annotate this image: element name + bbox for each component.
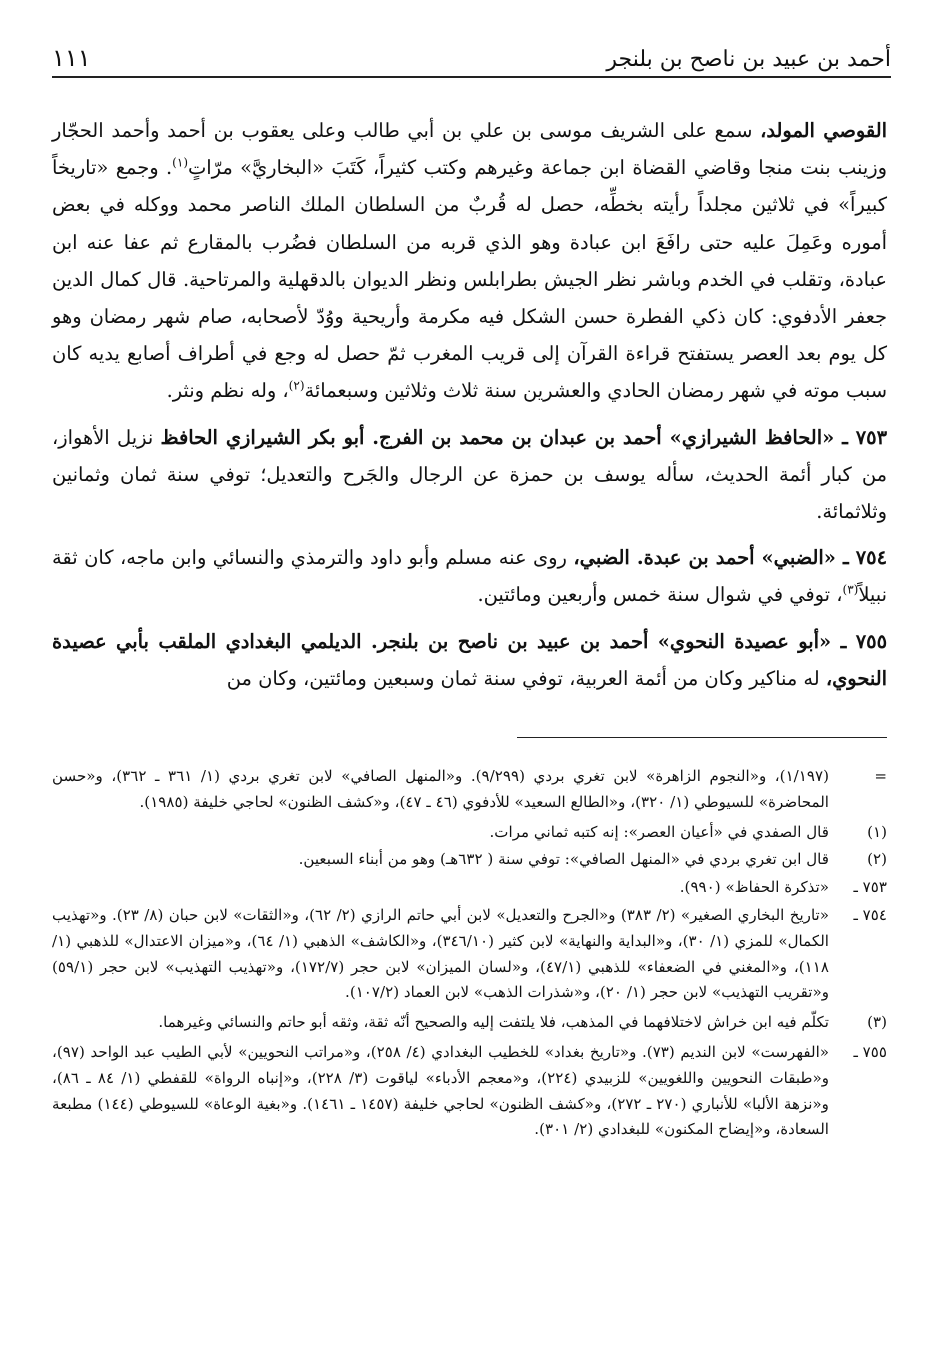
- footnote-text: (١/١٩٧)، و«النجوم الزاهرة» لابن تغري بردي (٩/٢٩٩). و«المنهل الصافي» لابن تغري بردي (١/ ٣٦١ ـ ٣٦٢)، و«حسن المحاضرة» للسيوطي (١/ ٣٢٠)، و«الطالع السعيد» للأدفوي (٤٦ ـ ٤٧)، و«كشف الظنون» لحاجي خليفة (١٩٨٥).: [52, 767, 829, 811]
- entry-heading: ٧٥٥ ـ «أبو عصيدة النحوي» أحمد بن عبيد بن ناصح بن بلنجر. الديلمي البغدادي الملقب بأبي عصيدة النحوي،: [52, 629, 887, 690]
- footnote-text: قال ابن تغري بردي في «المنهل الصافي»: توفي سنة ( ٦٣٢هـ) وهو من أبناء السبعين.: [298, 850, 829, 869]
- footnote-text: تكلّم فيه ابن خراش لاختلافهما في المذهب، فلا يلتفت إليه والصحيح أنّه ثقة، وثقه أبو حاتم والنسائي وغيرهما.: [158, 1013, 829, 1032]
- entry-heading: ٧٥٣ ـ «الحافظ الشيرازي» أحمد بن عبدان بن محمد بن الفرج. أبو بكر الشيرازي الحافظ: [160, 425, 887, 449]
- footnote-label: ٧٥٥ ـ: [853, 1042, 887, 1061]
- footnote-label: ٧٥٣ ـ: [853, 878, 887, 897]
- footnote: [52, 1010, 887, 1036]
- footnote: [52, 903, 887, 1006]
- body-text: سمع على الشريف موسى بن علي بن أبي طالب وعلى يعقوب بن أحمد وأحمد الحجّار وزينب بنت منجا وقاضي القضاة ابن جماعة وغيرهم وكتب كثيراً، كَتَبَ «البخاريَّ» مرّاتٍ: [52, 119, 887, 180]
- main-text: [52, 112, 887, 697]
- footnote-label: (٢): [867, 850, 887, 869]
- entry-755: [52, 623, 887, 697]
- footnote-label: ٧٥٤ ـ: [853, 905, 887, 924]
- footnote-text: «تذكرة الحفاظ» (٩٩٠).: [679, 878, 829, 897]
- footnote-label: =: [874, 767, 887, 785]
- entry-continuation: [52, 112, 887, 410]
- footnote-text: «الفهرست» لابن النديم (٧٣). و«تاريخ بغداد» للخطيب البغدادي (٤/ ٢٥٨)، و«مراتب النحويين» لأبي الطيب عبد الواحد (٩٧)، و«طبقات النحويين واللغويين» للزبيدي (٢٢٤)، و«معجم الأدباء» لياقوت (٣/ ٢٢٨)، و«إنباه الرواة» للقفطي (١/ ٨٤ ـ ٨٦)، و«نزهة الألبا» للأنباري (٢٧٠ ـ ٢٧٢)، و«كشف الظنون» لحاجي خليفة (١٤٥٧ ـ ١٤٦١). و«بغية الوعاة» للسيوطي (١٤٤) مطبعة السعادة، و«إيضاح المكنون» للبغدادي (٢/ ٣٠١).: [52, 1042, 830, 1139]
- body-text: روى عنه مسلم وأبو داود والترمذي والنسائي وابن ماجه، كان ثقة نبيلاً: [52, 546, 887, 607]
- footnotes: [52, 764, 887, 1147]
- entry-753: [52, 419, 887, 531]
- entry-heading: ٧٥٤ ـ «الضبي» أحمد بن عبدة. الضبي،: [573, 546, 887, 570]
- running-title: أحمد بن عبيد بن ناصح بن بلنجر: [606, 47, 891, 72]
- footnote-ref-1: (١): [172, 155, 188, 170]
- footnote-text: قال الصفدي في «أعيان العصر»: إنه كتبه ثماني مرات.: [489, 822, 829, 841]
- footnote-label: (٣): [867, 1013, 887, 1032]
- footnote: [52, 875, 887, 901]
- footnote: [52, 820, 887, 846]
- body-text: ، توفي في شوال سنة خمس وأربعين ومائتين.: [477, 583, 843, 607]
- footnote-label: (١): [867, 822, 887, 841]
- bold-lead: القوصي المولد،: [760, 119, 888, 142]
- entry-754: [52, 539, 887, 613]
- footnote-ref-3: (٣): [842, 582, 859, 597]
- footnote: [52, 764, 887, 816]
- footnote-divider: [517, 737, 887, 738]
- footnote: [52, 847, 887, 873]
- running-header: [52, 34, 891, 78]
- body-text: له مناكير وكان من أئمة العربية، توفي سنة ثمان وسبعين ومائتين، وكان من: [226, 666, 826, 690]
- footnote-text: «تاريخ البخاري الصغير» (٢/ ٣٨٣) و«الجرح والتعديل» لابن أبي حاتم الرازي (٢/ ٦٢)، و«الثقات» لابن حبان (٨/ ٢٣). و«تهذيب الكمال» للمزي (١/ ٣٠)، و«البداية والنهاية» لابن كثير (٣٤٦/١٠)، و«الكاشف» الذهبي (١/ ٦٤)، و«ميزان الاعتدال» للذهبي (١/ ١١٨)، و«المغني في الضعفاء» للذهبي (٤٧/١)، و«لسان الميزان» لابن حجر (١٧٢/٧)، و«تهذيب التهذيب» لابن حجر (٥٩/١) و«تقريب التهذيب» لابن حجر (١/ ٢٠)، و«شذرات الذهب» لابن العماد (١٠٧/٢).: [52, 905, 829, 1002]
- footnote: [52, 1040, 887, 1143]
- body-text: ، وله نظم ونثر.: [166, 379, 289, 403]
- body-text: نزيل الأهواز، من كبار أئمة الحديث، سأله يوسف بن حمزة عن الرجال والجَرح والتعديل؛ توفي سنة ثمان وثمانين وثلاثمائة.: [52, 425, 887, 524]
- body-text: . وجمع «تاريخاً كبيراً» في ثلاثين مجلداً رأيته بخطِّه، حصل له قُربٌ من السلطان الملك الناصر محمد ووكله في بعض أموره وعَمِلَ عليه حتى رافَعَ ابن عبادة وهو الذي قربه من السلطان فضُرب بالمقارع ثم عفا عنه ابن عبادة، وتقلب في الخدم وباشر نظر الجيش بطرابلس ونظر الديوان بالدقهلية والمرتاحية. قال كمال الدين جعفر الأدفوي: كان ذكي الفطرة حسن الشكل فيه مكرمة وأريحية ووُدّ لأصحابه، صام شهر رمضان وهو كل يوم بعد العصر يستفتح قراءة القرآن إلى قريب المغرب ثمّ حصل له وجع في أطراف أصابع يديه كان سبب موته في شهر رمضان الحادي والعشرين سنة ثلاث وثلاثين وسبعمائة: [52, 156, 887, 403]
- page-number: ١١١: [52, 44, 91, 72]
- footnote-ref-2: (٢): [288, 378, 305, 393]
